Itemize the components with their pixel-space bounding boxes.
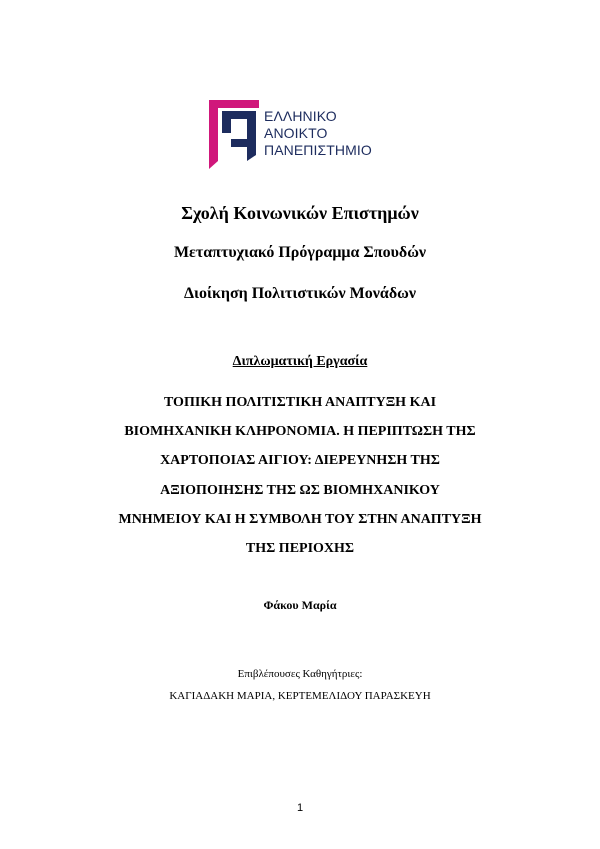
specialization-name: Διοίκηση Πολιτιστικών Μονάδων — [184, 285, 416, 302]
title-line: ΒΙΟΜΗΧΑΝΙΚΗ ΚΛΗΡΟΝΟΜΙΑ. Η ΠΕΡΙΠΤΩΣΗ ΤΗΣ — [124, 424, 476, 440]
author-name: Φάκου Μαρία — [263, 598, 337, 612]
supervisors-names: ΚΑΓΙΑΔΑΚΗ ΜΑΡΙΑ, ΚΕΡΤΕΜΕΛΙΔΟΥ ΠΑΡΑΣΚΕΥΗ — [169, 690, 431, 702]
title-line: ΜΝΗΜΕΙΟΥ ΚΑΙ Η ΣΥΜΒΟΛΗ ΤΟΥ ΣΤΗΝ ΑΝΑΠΤΥΞΗ — [118, 511, 482, 527]
university-logo — [207, 99, 397, 171]
title-line: ΤΗΣ ΠΕΡΙΟΧΗΣ — [245, 541, 355, 557]
logo-line-1: ΕΛΛΗΝΙΚΟ — [264, 108, 337, 124]
title-line: ΑΞΙΟΠΟΙΗΣΗΣ ΤΗΣ ΩΣ ΒΙΟΜΗΧΑΝΙΚΟΥ — [160, 482, 440, 498]
logo-line-2: ΑΝΟΙΚΤΟ — [264, 125, 328, 141]
logo-inner-notch — [231, 119, 247, 139]
logo-wordmark — [264, 108, 372, 159]
title-line: ΧΑΡΤΟΠΟΙΑΣ ΑΙΓΙΟΥ: ΔΙΕΡΕΥΝΗΣΗ ΤΗΣ — [160, 453, 440, 469]
thesis-title — [60, 388, 540, 563]
title-line: ΤΟΠΙΚΗ ΠΟΛΙΤΙΣΤΙΚΗ ΑΝΑΠΤΥΞΗ ΚΑΙ — [163, 395, 437, 410]
supervisors-label: Επιβλέπουσες Καθηγήτριες: — [237, 668, 363, 680]
document-type: Διπλωματική Εργασία — [232, 354, 368, 369]
program-name: Μεταπτυχιακό Πρόγραμμα Σπουδών — [173, 244, 427, 261]
logo-line-3: ΠΑΝΕΠΙΣΤΗΜΙΟ — [264, 142, 372, 158]
school-name: Σχολή Κοινωνικών Επιστημών — [181, 203, 419, 223]
university-logo-icon — [207, 99, 261, 171]
page-number: 1 — [296, 802, 304, 814]
